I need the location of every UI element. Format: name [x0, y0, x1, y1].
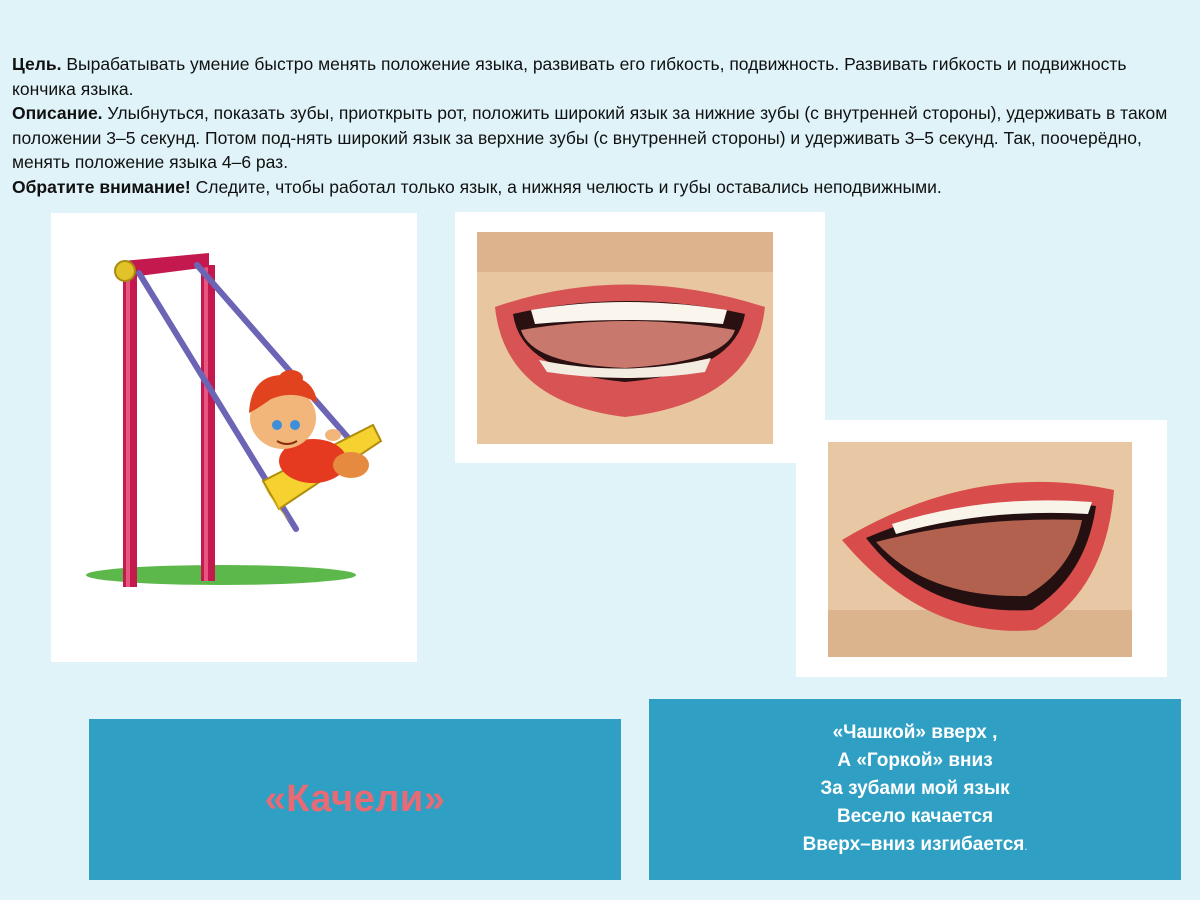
mouth-photo-tongue-up [796, 420, 1167, 677]
exercise-title-box [89, 719, 621, 880]
swing-illustration [51, 213, 417, 662]
poem-end-mark: . [1024, 840, 1028, 853]
mouth-photo-tongue-down [455, 212, 825, 463]
goal-paragraph [12, 52, 1192, 101]
poem-line-2: А «Горкой» вниз [837, 749, 993, 771]
poem-line-5-wrap [803, 831, 1028, 861]
description-paragraph [12, 101, 1192, 175]
exercise-description [12, 52, 1192, 199]
exercise-title: «Качели» [264, 778, 446, 820]
attention-label: Обратите внимание! [12, 176, 191, 197]
goal-label: Цель. [12, 54, 62, 74]
poem-line-5: Вверх–вниз изгибается [802, 833, 1025, 855]
attention-paragraph [12, 175, 1192, 200]
description-text: Улыбнуться, показать зубы, приоткрыть рот, положить широкий язык за нижние зубы (с внутренней стороны), удерживать в таком положении 3–5 секунд. Потом под-нять широкий язык за верхние зубы (с внутренней стороны) и удерживать 3–5 секунд. Так, поочерёдно, менять положение языка 4–6 раз. [12, 103, 1168, 172]
poem-line-1: «Чашкой» вверх , [832, 721, 998, 743]
poem-box [649, 699, 1181, 880]
attention-text: Следите, чтобы работал только язык, а нижняя челюсть и губы оставались неподвижными. [190, 176, 942, 197]
goal-text: Вырабатывать умение быстро менять положение языка, развивать его гибкость, подвижность. Развивать гибкость и подвижность кончика языка. [12, 54, 1127, 99]
poem-line-4: Весело качается [836, 805, 994, 827]
poem-line-3: За зубами мой язык [820, 777, 1010, 799]
description-label: Описание. [12, 103, 103, 123]
